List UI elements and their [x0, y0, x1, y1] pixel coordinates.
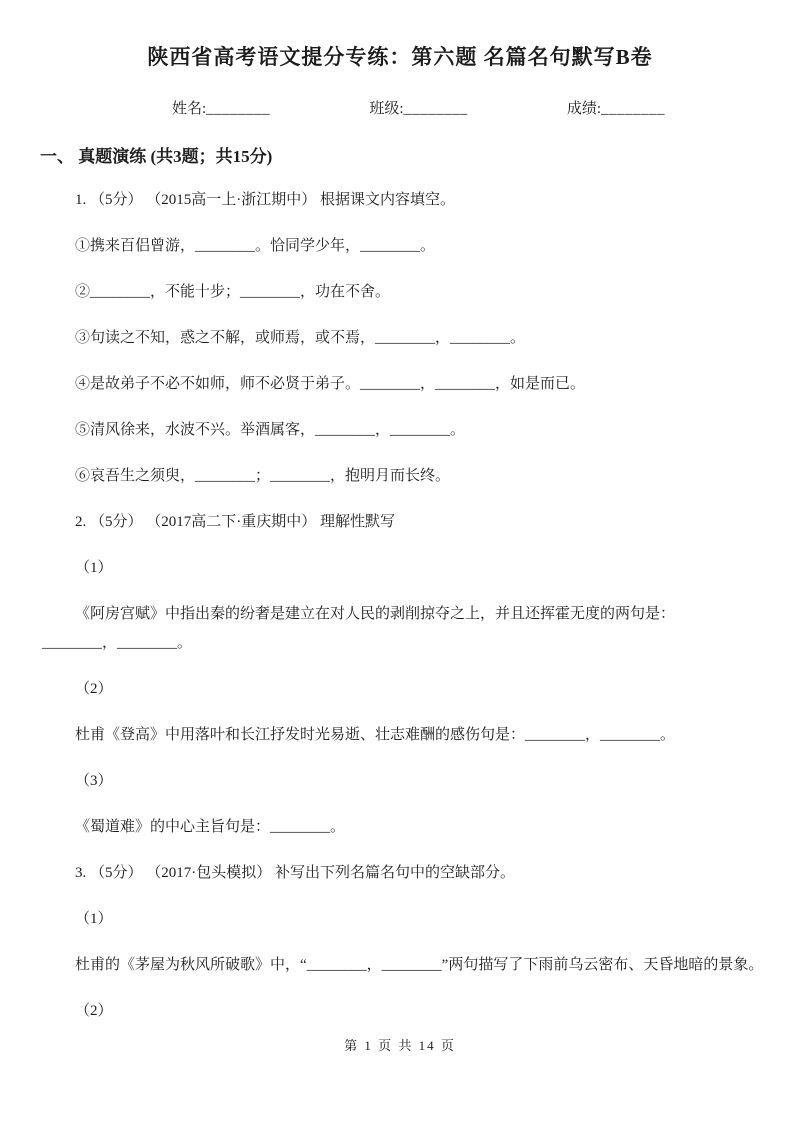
question-1-item-5: ⑤清风徐来，水波不兴。举酒属客，________，________。: [75, 422, 466, 438]
question-3-stem: 3. （5分） （2017·包头模拟） 补写出下列名篇名句中的空缺部分。: [75, 865, 515, 881]
score-field-blank: ________: [600, 101, 665, 117]
question-2-sub-1-blanks: ________，________。: [42, 635, 193, 651]
question-1-item-6: ⑥哀吾生之须臾，________；________，抱明月而长终。: [75, 468, 451, 484]
question-3-sub-2-label: （2）: [75, 1003, 113, 1019]
question-2-stem: 2. （5分） （2017高二下·重庆期中） 理解性默写: [75, 514, 395, 530]
header-fields-row: [172, 99, 665, 119]
question-2-sub-2-label: （2）: [75, 681, 113, 697]
question-lines: [42, 189, 780, 1022]
section-heading: 一、 真题演练 (共3题；共15分): [40, 147, 273, 166]
name-field-label: 姓名:: [172, 101, 207, 117]
class-field-label: 班级:: [369, 101, 404, 117]
name-field: [172, 99, 270, 119]
question-1-item-3: ③句读之不知，惑之不解，或师焉，或不焉，________，________。: [75, 330, 526, 346]
question-1-item-2: ②________，不能十步；________，功在不舍。: [75, 284, 391, 300]
question-2-sub-2-text: 杜甫《登高》中用落叶和长江抒发时光易逝、壮志难酬的感伤句是：________，________。: [75, 727, 676, 743]
question-2-sub-3-label: （3）: [75, 773, 113, 789]
score-field-label: 成绩:: [566, 101, 601, 117]
question-3-sub-1-label: （1）: [75, 911, 113, 927]
question-1-item-4: ④是故弟子不必不如师，师不必贤于弟子。________，________，如是而已。: [75, 376, 586, 392]
question-2-sub-3-text: 《蜀道难》的中心主旨句是：________。: [75, 819, 346, 835]
page-number: 第 1 页 共 14 页: [344, 1038, 456, 1053]
question-1-stem: 1. （5分） （2015高一上·浙江期中） 根据课文内容填空。: [75, 192, 455, 208]
question-2-sub-1-text: 《阿房宫赋》中指出秦的纷奢是建立在对人民的剥削掠夺之上，并且还挥霍无度的两句是：: [75, 606, 676, 622]
name-field-blank: ________: [206, 101, 271, 117]
document-title: 陕西省高考语文提分专练：第六题 名篇名句默写B卷: [147, 45, 653, 69]
class-field: [369, 99, 467, 119]
question-1-item-1: ①携来百侣曾游，________。恰同学少年，________。: [75, 238, 436, 254]
question-3-sub-1-text: 杜甫的《茅屋为秋风所破歌》中，“________，________”两句描写了下雨前乌云密布、天昏地暗的景象。: [75, 957, 764, 973]
question-2-sub-1-label: （1）: [75, 560, 113, 576]
class-field-blank: ________: [403, 101, 468, 117]
score-field: [567, 99, 665, 119]
